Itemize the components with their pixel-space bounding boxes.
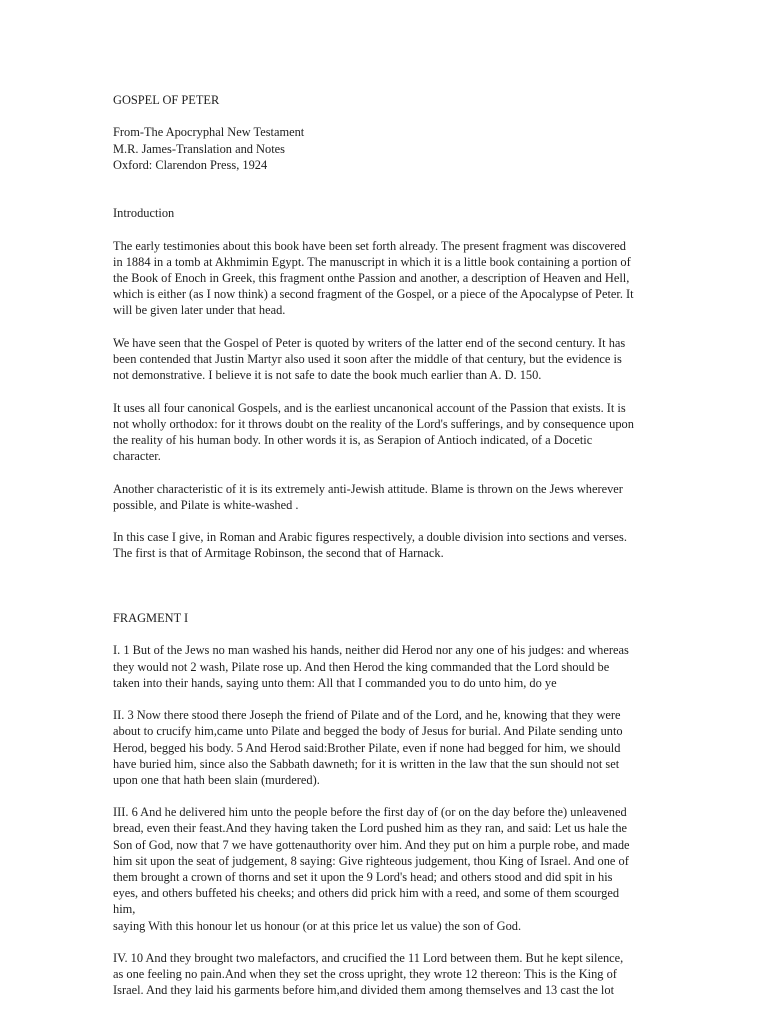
intro-paragraph <box>113 529 658 561</box>
intro-paragraph <box>113 481 658 513</box>
text-line: in 1884 in a tomb at Akhmimin Egypt. The manuscript in which it is a little book containing a portion of <box>113 254 631 269</box>
source-citation <box>113 124 658 173</box>
text-line: as one feeling no pain.And when they set the cross upright, they wrote 12 thereon: This is the King of <box>113 967 617 982</box>
source-line: Oxford: Clarendon Press, 1924 <box>113 157 268 172</box>
text-line: they would not 2 wash, Pilate rose up. And then Herod the king commanded that the Lord should be <box>113 659 610 674</box>
intro-paragraph <box>113 238 658 319</box>
text-line: the reality of his human body. In other words it is, as Serapion of Antioch indicated, of a Docetic <box>113 432 593 447</box>
text-line: IV. 10 And they brought two malefactors, and crucified the 11 Lord between them. But he kept silence, <box>113 950 624 965</box>
text-line: II. 3 Now there stood there Joseph the friend of Pilate and of the Lord, and he, knowing that they were <box>113 708 621 723</box>
text-line: him, <box>113 902 136 917</box>
text-line: In this case I give, in Roman and Arabic figures respectively, a double division into sections and verses. <box>113 530 627 545</box>
source-line: M.R. James-Translation and Notes <box>113 141 285 156</box>
text-line: will be given later under that head. <box>113 303 286 318</box>
text-line: been contended that Justin Martyr also used it soon after the middle of that century, but the evidence is <box>113 352 622 366</box>
text-line: not demonstrative. I believe it is not safe to date the book much earlier than A. D. 150. <box>113 368 542 383</box>
text-line: bread, even their feast.And they having taken the Lord pushed him as they ran, and said: Let us hale the <box>113 821 628 836</box>
document-title: GOSPEL OF PETER <box>113 93 220 107</box>
text-line: possible, and Pilate is white-washed . <box>113 497 299 512</box>
text-line: The early testimonies about this book have been set forth already. The present fragment was discovered <box>113 238 627 253</box>
source-line: From-The Apocryphal New Testament <box>113 125 305 140</box>
intro-paragraph <box>113 335 658 384</box>
text-line: Israel. And they laid his garments before him,and divided them among themselves and 13 cast the lot <box>113 983 615 998</box>
fragment-paragraph <box>113 950 658 999</box>
text-line: the Book of Enoch in Greek, this fragment onthe Passion and another, a description of Heaven and Hell, <box>113 271 630 286</box>
text-line: upon one that hath been slain (murdered). <box>113 772 320 787</box>
fragment-heading: FRAGMENT I <box>113 611 189 626</box>
text-line: Son of God, now that 7 we have gottenauthority over him. And they put on him a purple robe, and made <box>113 837 630 852</box>
text-line: about to crucify him,came unto Pilate and begged the body of Jesus for burial. And Pilate sending unto <box>113 724 623 739</box>
text-line: not wholly orthodox: for it throws doubt on the reality of the Lord's sufferings, and by consequence upon <box>113 416 634 431</box>
text-line: Another characteristic of it is its extremely anti-Jewish attitude. Blame is thrown on the Jews wherever <box>113 481 623 496</box>
text-line: Herod, begged his body. 5 And Herod said:Brother Pilate, even if none had begged for him, we should <box>113 740 621 755</box>
text-line: III. 6 And he delivered him unto the people before the first day of (or on the day before the) unleavened <box>113 805 627 820</box>
text-line: him sit upon the seat of judgement, 8 saying: Give righteous judgement, thou King of Israel. And one of <box>113 853 629 868</box>
text-line: saying With this honour let us honour (or at this price let us value) the son of God. <box>113 918 522 933</box>
fragment-paragraph <box>113 707 658 788</box>
text-line: The first is that of Armitage Robinson, the second that of Harnack. <box>113 546 444 561</box>
text-line: character. <box>113 449 161 464</box>
text-line: taken into their hands, saying unto them: All that I commanded you to do unto him, do ye <box>113 675 557 690</box>
text-line: I. 1 But of the Jews no man washed his hands, neither did Herod nor any one of his judges: and whereas <box>113 643 629 658</box>
introduction-heading: Introduction <box>113 206 175 221</box>
text-line: We have seen that the Gospel of Peter is quoted by writers of the latter end of the second century. It has <box>113 335 626 350</box>
text-line: have buried him, since also the Sabbath dawneth; for it is written in the law that the sun should not set <box>113 756 620 771</box>
fragment-paragraph <box>113 804 658 934</box>
text-line: which is either (as I now think) a second fragment of the Gospel, or a piece of the Apocalypse of Peter. It <box>113 287 634 302</box>
text-line: them brought a crown of thorns and set it upon the 9 Lord's head; and others stood and did spit in his <box>113 870 613 885</box>
document-body <box>113 92 658 999</box>
fragment-paragraph <box>113 642 658 691</box>
text-line: eyes, and others buffeted his cheeks; and others did prick him with a reed, and some of them scourged <box>113 886 620 901</box>
intro-paragraph <box>113 400 658 465</box>
text-line: It uses all four canonical Gospels, and is the earliest uncanonical account of the Passion that exists. It is <box>113 400 626 415</box>
